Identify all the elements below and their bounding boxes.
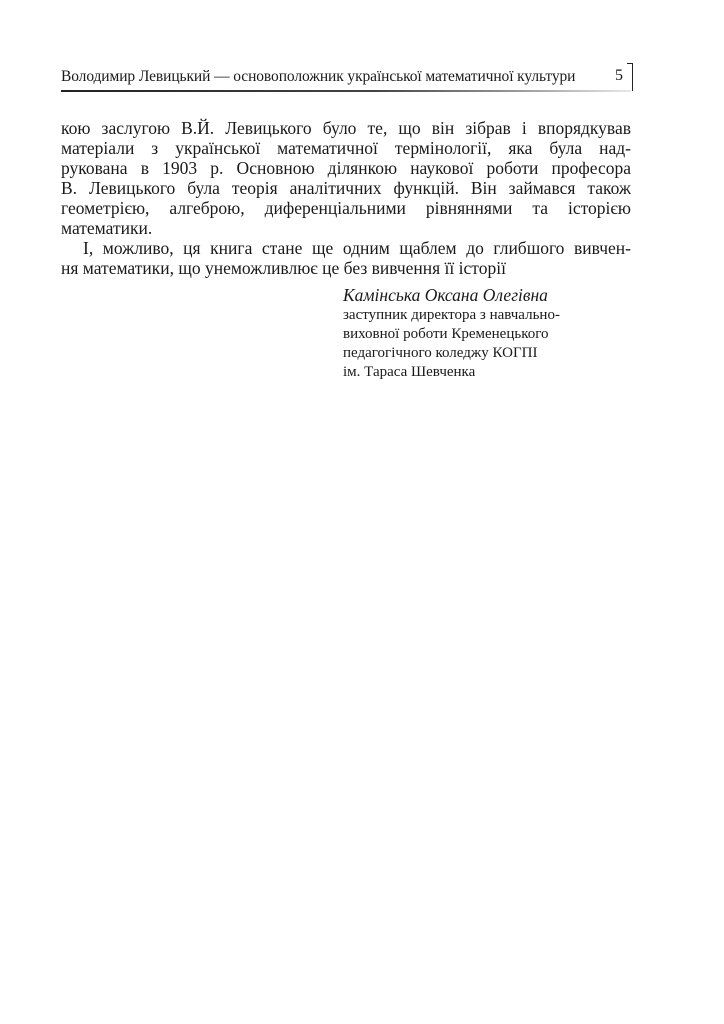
page-number: 5	[615, 67, 623, 84]
page-number-bracket	[627, 63, 633, 91]
signature-position-line: виховної роботи Кременецького	[343, 326, 549, 342]
text-line: математики.	[61, 218, 153, 238]
signature-block	[343, 285, 623, 382]
text-line: геометрією, алгеброю, диференціальними рівняннями та історією	[61, 198, 631, 218]
text-line: ня математики, що унеможливлює це без вивчення її історії	[61, 258, 506, 278]
text-line: рукована в 1903 р. Основною ділянкою наукової роботи професора	[61, 158, 631, 178]
text-line: кою заслугою В.Й. Левицького було те, що він зібрав і впорядкував	[61, 118, 631, 138]
signature-name: Камінська Оксана Олегівна	[343, 285, 548, 305]
signature-position-line: педагогічного коледжу КОГПІ	[343, 345, 538, 361]
signature-position-line: ім. Тараса Шевченка	[343, 364, 476, 380]
header-title: Володимир Левицький — основоположник української математичної культури	[61, 68, 576, 85]
paragraph-2	[61, 238, 631, 278]
header-rule	[61, 90, 631, 92]
text-line: І, можливо, ця книга стане ще одним щаблем до глибшого вивчен-	[83, 238, 631, 258]
body-text	[61, 118, 631, 278]
signature-position-line: заступник директора з навчально-	[343, 307, 560, 323]
text-line: матеріали з української математичної термінології, яка була над-	[61, 138, 631, 158]
paragraph-1	[61, 118, 631, 238]
running-header	[61, 64, 633, 94]
text-line: В. Левицького була теорія аналітичних функцій. Він займався також	[61, 178, 631, 198]
